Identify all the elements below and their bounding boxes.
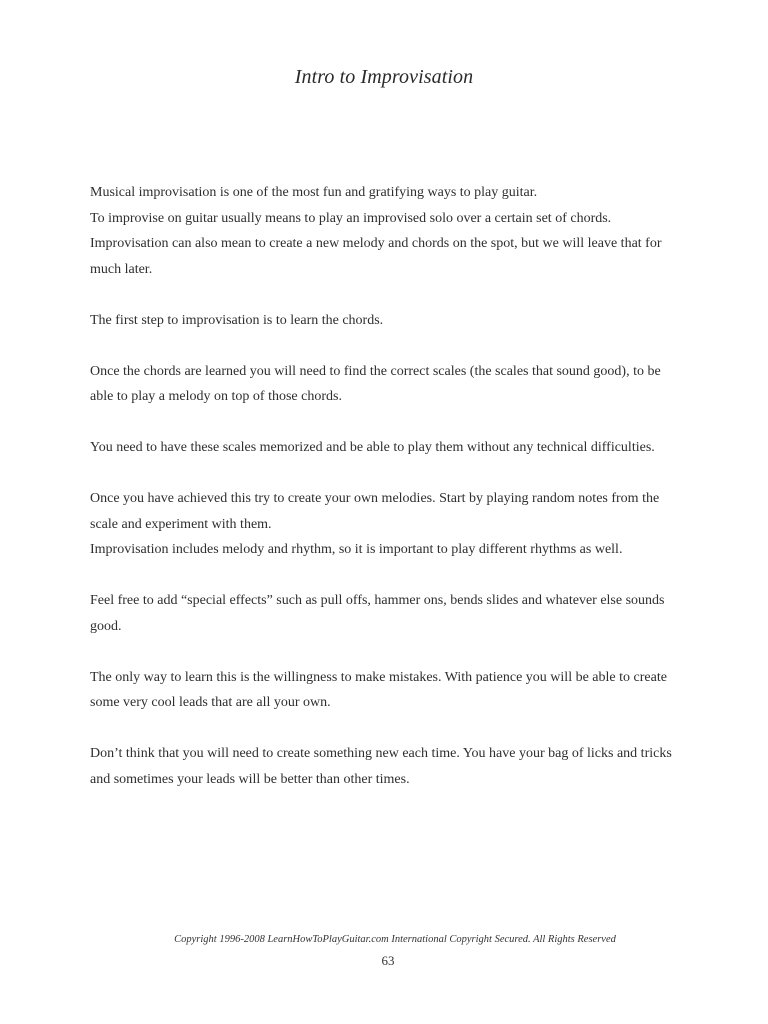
text-line: Improvisation includes melody and rhythm, so it is important to play different rhythms as well. [90,542,623,557]
text-line: and sometimes your leads will be better than other times. [90,771,410,787]
text-line: Improvisation can also mean to create a new melody and chords on the spot, but we will leave that for [90,236,662,251]
paragraph [90,180,710,282]
text-line: Once you have achieved this try to create your own melodies. Start by playing random notes from the [90,491,660,506]
text-line: Don’t think that you will need to create something new each time. You have your bag of licks and tricks [90,746,672,761]
paragraph [90,486,710,563]
text-line: You need to have these scales memorized and be able to play them without any technical difficulties. [90,440,655,455]
text-line: To improvise on guitar usually means to play an improvised solo over a certain set of chords. [90,210,612,226]
page-title: Intro to Improvisation [294,66,474,88]
page-number: 63 [381,953,395,968]
paragraph [90,588,710,639]
text-line: able to play a melody on top of those chords. [90,389,342,404]
text-line: scale and experiment with them. [90,516,272,532]
paragraph [90,665,710,716]
text-line: Musical improvisation is one of the most fun and gratifying ways to play guitar. [90,185,538,200]
text-line: much later. [90,261,153,277]
text-line: Once the chords are learned you will need to find the correct scales (the scales that sound good), to be [90,363,661,379]
body-text [90,180,710,818]
text-line: Feel free to add “special effects” such as pull offs, hammer ons, bends slides and whatever else sounds [90,593,665,608]
paragraph [90,359,710,410]
text-line: some very cool leads that are all your own. [90,695,331,710]
text-line: The first step to improvisation is to learn the chords. [90,312,384,328]
text-line: The only way to learn this is the willingness to make mistakes. With patience you will be able to create [90,669,667,685]
paragraph [90,741,710,792]
text-line: good. [90,618,122,634]
copyright-footer: Copyright 1996-2008 LearnHowToPlayGuitar.com International Copyright Secured. All Rights Reserved [174,934,616,945]
paragraph [90,308,710,334]
paragraph [90,435,710,461]
